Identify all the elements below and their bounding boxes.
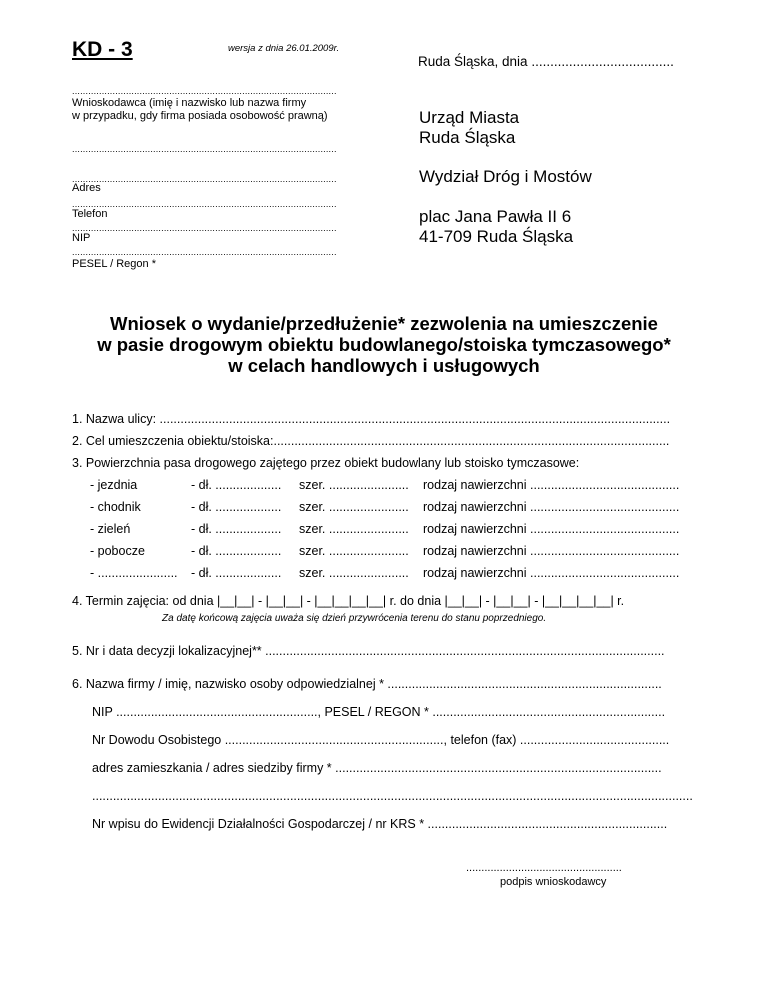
item-company: 6. Nazwa firmy / imię, nazwisko osoby odpowiedzialnej * ............................................................................... xyxy=(72,677,662,691)
recipient-line-2: Ruda Śląska xyxy=(419,128,516,147)
signature-line: ................................................... xyxy=(466,862,622,874)
company-id-line: Nr Dowodu Osobistego ..............................................................., telefon (fax) ........................................... xyxy=(92,733,670,747)
item-purpose: 2. Cel umieszczenia obiektu/stoiska:.................................................................................................................. xyxy=(72,434,670,448)
area-row-surface: rodzaj nawierzchni ........................................... xyxy=(423,544,680,558)
recipient-department: Wydział Dróg i Mostów xyxy=(419,167,592,186)
pesel-line: .................................................................................................. xyxy=(72,247,337,257)
recipient-postal: 41-709 Ruda Śląska xyxy=(419,227,574,246)
item-street-name: 1. Nazwa ulicy: ................................................................................................................................................... xyxy=(72,412,671,426)
area-row-width: szer. ....................... xyxy=(299,500,409,514)
area-row-surface: rodzaj nawierzchni ........................................... xyxy=(423,500,680,514)
pesel-label: PESEL / Regon * xyxy=(72,258,156,270)
area-row-width: szer. ....................... xyxy=(299,566,409,580)
nip-line: .................................................................................................. xyxy=(72,223,337,233)
applicant-name-label-1: Wnioskodawca (imię i nazwisko lub nazwa firmy xyxy=(72,97,307,109)
area-row-surface: rodzaj nawierzchni ........................................... xyxy=(423,566,680,580)
place-date-line: Ruda Śląska, dnia ...................................... xyxy=(418,54,674,69)
area-row-width: szer. ....................... xyxy=(299,522,409,536)
applicant-name-label-2: w przypadku, gdy firma posiada osobowość prawną) xyxy=(72,110,328,122)
item-decision: 5. Nr i data decyzji lokalizacyjnej** ................................................................................................................... xyxy=(72,644,665,658)
area-row-length: - dł. ................... xyxy=(191,566,282,580)
company-nip-line: NIP .........................................................., PESEL / REGON * ................................................................... xyxy=(92,705,666,719)
recipient-line-1: Urząd Miasta xyxy=(419,108,520,127)
area-row-length: - dł. ................... xyxy=(191,500,282,514)
signature-label: podpis wnioskodawcy xyxy=(500,876,607,888)
title-line-3: w celach handlowych i usługowych xyxy=(228,355,540,376)
item-area: 3. Powierzchnia pasa drogowego zajętego przez obiekt budowlany lub stoisko tymczasowe: xyxy=(72,456,580,470)
company-address-continued: ............................................................................................................................................................................. xyxy=(92,789,693,803)
phone-line: .................................................................................................. xyxy=(72,199,337,209)
title-line-1: Wniosek o wydanie/przedłużenie* zezwolenia na umieszczenie xyxy=(110,313,658,334)
title-line-2: w pasie drogowym obiektu budowlanego/stoiska tymczasowego* xyxy=(97,334,671,355)
area-row-width: szer. ....................... xyxy=(299,478,409,492)
form-title xyxy=(0,313,768,376)
period-note: Za datę końcową zajęcia uważa się dzień przywrócenia terenu do stanu poprzedniego. xyxy=(162,613,547,624)
address-label: Adres xyxy=(72,182,101,194)
company-address-line: adres zamieszkania / adres siedziby firmy * .............................................................................................. xyxy=(92,761,662,775)
company-krs-line: Nr wpisu do Ewidencji Działalności Gospodarczej / nr KRS * ..................................................................... xyxy=(92,817,668,831)
area-row-name: - zieleń xyxy=(90,522,131,536)
area-row-surface: rodzaj nawierzchni ........................................... xyxy=(423,478,680,492)
area-row-length: - dł. ................... xyxy=(191,522,282,536)
applicant-name-line: .................................................................................................. xyxy=(72,86,337,96)
phone-label: Telefon xyxy=(72,208,108,220)
area-row-name: - ....................... xyxy=(90,566,178,580)
area-row-length: - dł. ................... xyxy=(191,478,282,492)
area-row-name: - chodnik xyxy=(90,500,141,514)
area-row-name: - pobocze xyxy=(90,544,145,558)
form-version: wersja z dnia 26.01.2009r. xyxy=(228,43,340,54)
area-row-name: - jezdnia xyxy=(90,478,138,492)
nip-label: NIP xyxy=(72,232,91,244)
item-period: 4. Termin zajęcia: od dnia |__|__| - |__|__| - |__|__|__|__| r. do dnia |__|__| - |__|__| - |__|__|__|__| r. xyxy=(72,594,625,608)
applicant-name-line-2: .................................................................................................. xyxy=(72,144,337,154)
area-row-width: szer. ....................... xyxy=(299,544,409,558)
recipient-street: plac Jana Pawła II 6 xyxy=(419,207,572,226)
form-code: KD - 3 xyxy=(72,38,133,61)
address-line: .................................................................................................. xyxy=(72,174,337,184)
area-row-surface: rodzaj nawierzchni ........................................... xyxy=(423,522,680,536)
area-row-length: - dł. ................... xyxy=(191,544,282,558)
